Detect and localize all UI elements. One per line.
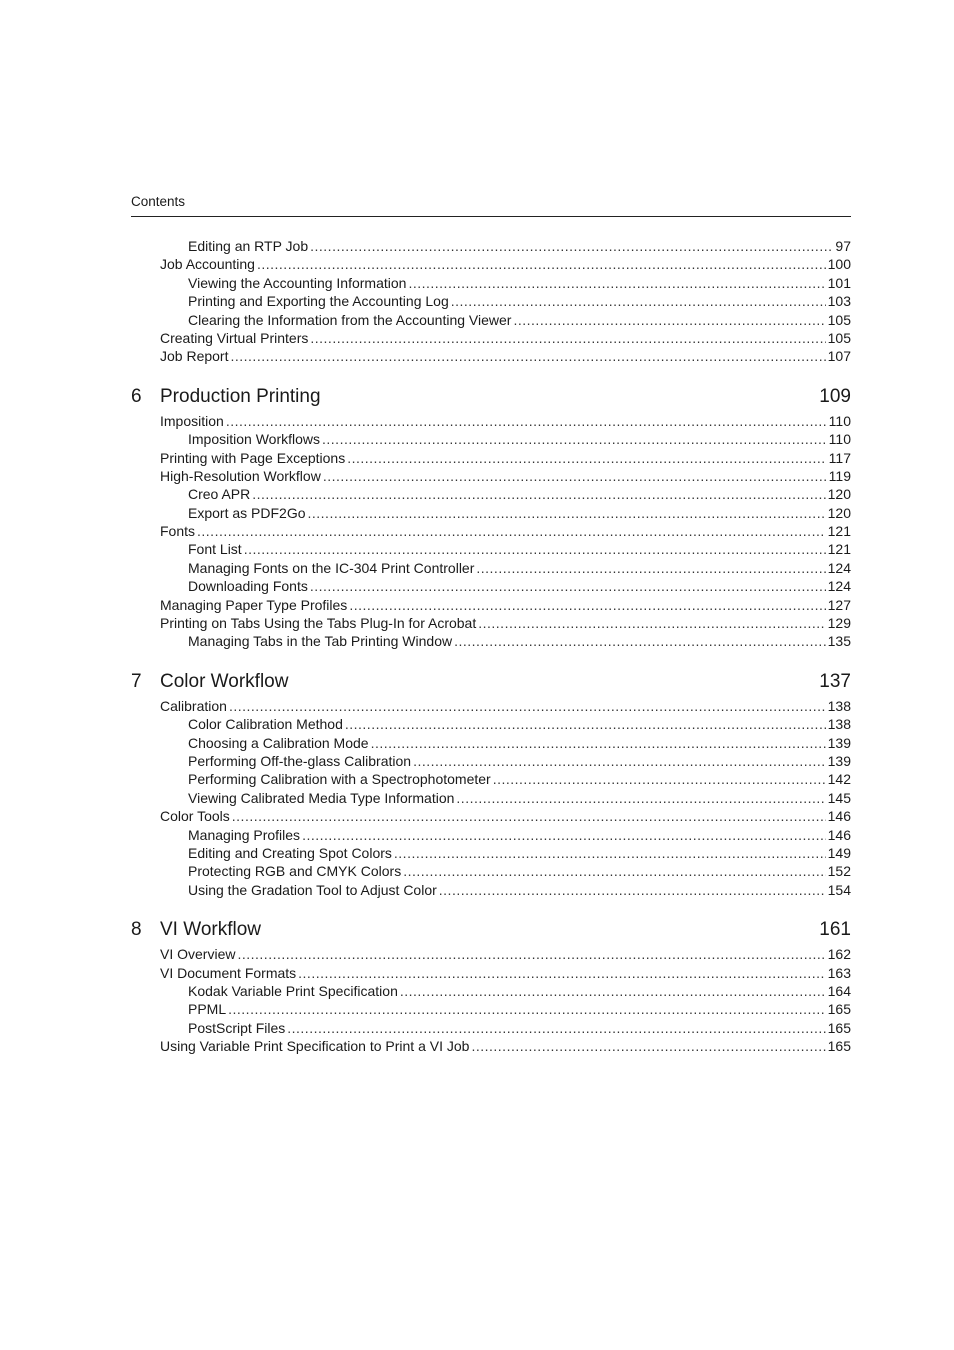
dot-leader <box>257 255 826 273</box>
toc-entry-title: Fonts <box>160 523 196 540</box>
toc-entry-title: Printing on Tabs Using the Tabs Plug-In for Acrobat <box>160 615 477 632</box>
toc-entry-page-number: 152 <box>827 863 851 880</box>
toc-entry-page-number: 120 <box>827 486 851 503</box>
dot-leader <box>197 522 826 540</box>
toc-entry[interactable] <box>131 945 851 963</box>
toc-entry-title: Downloading Fonts <box>188 578 308 595</box>
toc-entry-page-number: 120 <box>827 504 851 521</box>
chapter-page-number: 161 <box>819 919 851 941</box>
chapter-title: Color Workflow <box>160 670 289 692</box>
toc-entry[interactable] <box>131 614 851 632</box>
toc-section <box>131 668 851 899</box>
chapter-heading[interactable] <box>131 383 851 411</box>
chapter-heading[interactable] <box>131 916 851 944</box>
toc-entry-title: Creo APR <box>188 486 251 503</box>
dot-leader <box>403 862 825 880</box>
dot-leader <box>287 1019 825 1037</box>
dot-leader <box>237 945 825 963</box>
table-of-contents <box>131 237 851 1055</box>
toc-entry-title: Performing Off-the-glass Calibration <box>188 752 412 769</box>
dot-leader <box>308 504 826 522</box>
toc-entry[interactable] <box>131 632 851 650</box>
dot-leader <box>408 274 825 292</box>
toc-entry-title: Viewing Calibrated Media Type Information <box>188 789 455 806</box>
toc-entry-title: VI Document Formats <box>160 964 297 981</box>
chapter-title: VI Workflow <box>160 919 262 941</box>
dot-leader <box>349 596 825 614</box>
toc-entry-page-number: 142 <box>827 771 851 788</box>
dot-leader <box>310 577 826 595</box>
toc-entry-page-number: 165 <box>827 1019 851 1036</box>
toc-entry-title: Job Report <box>160 348 229 365</box>
toc-entry-title: Editing an RTP Job <box>188 238 309 254</box>
toc-entry-page-number: 162 <box>827 946 851 963</box>
toc-section <box>131 383 851 651</box>
toc-entry-title: Color Calibration Method <box>188 716 343 733</box>
toc-entry-page-number: 110 <box>828 412 851 429</box>
toc-entry-title: Managing Tabs in the Tab Printing Window <box>188 633 453 650</box>
toc-entry-page-number: 138 <box>827 716 851 733</box>
toc-entry-title: Creating Virtual Printers <box>160 329 309 346</box>
dot-leader <box>226 412 827 430</box>
toc-entry[interactable] <box>131 789 851 807</box>
toc-entry-title: Clearing the Information from the Accounting Viewer <box>188 311 512 328</box>
toc-entry-page-number: 119 <box>828 467 851 484</box>
dot-leader <box>298 964 825 982</box>
toc-entry-title: Calibration <box>160 697 227 714</box>
toc-entry-title: Managing Paper Type Profiles <box>160 596 348 613</box>
dot-leader <box>413 752 826 770</box>
toc-entry[interactable] <box>131 577 851 595</box>
toc-entry-page-number: 154 <box>827 881 851 898</box>
toc-entry-page-number: 105 <box>827 311 851 328</box>
chapter-page-number: 109 <box>819 385 851 407</box>
dot-leader <box>229 697 826 715</box>
toc-entry-page-number: 146 <box>827 808 851 825</box>
toc-entry-title: High-Resolution Workflow <box>160 467 321 484</box>
toc-entry-page-number: 139 <box>827 752 851 769</box>
running-head: Contents <box>131 194 186 209</box>
toc-section <box>131 237 851 366</box>
dot-leader <box>310 237 833 255</box>
toc-entry-page-number: 121 <box>827 541 851 558</box>
dot-leader <box>232 807 826 825</box>
toc-entry-page-number: 124 <box>827 559 851 576</box>
dot-leader <box>322 430 827 448</box>
dot-leader <box>228 1000 826 1018</box>
toc-entry-title: Performing Calibration with a Spectrophotometer <box>188 771 491 788</box>
toc-entry[interactable] <box>131 826 851 844</box>
toc-entry-title: Kodak Variable Print Specification <box>188 982 398 999</box>
toc-entry-title: Using Variable Print Specification to Print a VI Job <box>160 1038 470 1055</box>
toc-entry-page-number: 129 <box>827 615 851 632</box>
dot-leader <box>302 826 826 844</box>
toc-entry[interactable] <box>131 697 851 715</box>
chapter-number: 7 <box>131 670 142 692</box>
toc-entry[interactable] <box>131 862 851 880</box>
toc-entry[interactable] <box>131 292 851 310</box>
toc-entry-title: Job Accounting <box>160 256 255 273</box>
toc-entry[interactable] <box>131 1019 851 1037</box>
chapter-number: 6 <box>131 385 142 407</box>
toc-entry-page-number: 117 <box>828 449 851 466</box>
toc-entry-page-number: 101 <box>827 274 851 291</box>
toc-entry[interactable] <box>131 412 851 430</box>
toc-entry[interactable] <box>131 430 851 448</box>
dot-leader <box>451 292 826 310</box>
toc-entry-page-number: 163 <box>827 964 851 981</box>
toc-entry[interactable] <box>131 715 851 733</box>
toc-entry-title: Imposition Workflows <box>188 431 321 448</box>
chapter-heading[interactable] <box>131 668 851 696</box>
toc-entry-page-number: 165 <box>827 1001 851 1018</box>
toc-entry[interactable] <box>131 504 851 522</box>
toc-entry-page-number: 146 <box>827 826 851 843</box>
toc-entry-title: PostScript Files <box>188 1019 286 1036</box>
toc-section <box>131 916 851 1055</box>
toc-entry-page-number: 121 <box>827 523 851 540</box>
toc-entry[interactable] <box>131 982 851 1000</box>
toc-entry-page-number: 110 <box>828 431 851 448</box>
toc-entry[interactable] <box>131 311 851 329</box>
dot-leader <box>345 715 826 733</box>
toc-entry[interactable] <box>131 596 851 614</box>
header-rule <box>131 216 851 217</box>
dot-leader <box>454 632 826 650</box>
dot-leader <box>400 982 826 1000</box>
toc-entry-page-number: 139 <box>827 734 851 751</box>
toc-entry-page-number: 138 <box>827 697 851 714</box>
dot-leader <box>456 789 825 807</box>
dot-leader <box>230 347 825 365</box>
dot-leader <box>493 770 826 788</box>
chapter-title: Production Printing <box>160 385 321 407</box>
toc-entry-page-number: 100 <box>827 256 851 273</box>
dot-leader <box>244 540 826 558</box>
toc-entry-title: Printing and Exporting the Accounting Log <box>188 293 449 310</box>
toc-entry[interactable] <box>131 467 851 485</box>
toc-entry[interactable] <box>131 255 851 273</box>
dot-leader <box>310 329 825 347</box>
chapter-page-number: 137 <box>819 670 851 692</box>
toc-entry[interactable] <box>131 734 851 752</box>
toc-entry[interactable] <box>131 752 851 770</box>
toc-entry[interactable] <box>131 522 851 540</box>
toc-entry-title: Printing with Page Exceptions <box>160 449 346 466</box>
toc-entry-title: Imposition <box>160 412 224 429</box>
toc-entry[interactable] <box>131 274 851 292</box>
toc-entry[interactable] <box>131 881 851 899</box>
toc-entry-page-number: 127 <box>827 596 851 613</box>
toc-entry-title: VI Overview <box>160 946 236 963</box>
toc-entry-page-number: 145 <box>827 789 851 806</box>
dot-leader <box>476 559 825 577</box>
toc-entry-title: Color Tools <box>160 808 230 825</box>
toc-entry[interactable] <box>131 540 851 558</box>
toc-entry-title: Viewing the Accounting Information <box>188 274 407 291</box>
toc-entry-title: Export as PDF2Go <box>188 504 306 521</box>
dot-leader <box>439 881 826 899</box>
chapter-number: 8 <box>131 919 142 941</box>
toc-entry[interactable] <box>131 807 851 825</box>
toc-entry[interactable] <box>131 347 851 365</box>
toc-entry-title: Managing Profiles <box>188 826 301 843</box>
dot-leader <box>252 485 825 503</box>
toc-entry[interactable] <box>131 844 851 862</box>
toc-entry[interactable] <box>131 485 851 503</box>
toc-entry[interactable] <box>131 449 851 467</box>
toc-entry-title: PPML <box>188 1001 227 1018</box>
toc-entry[interactable] <box>131 237 851 255</box>
toc-entry-page-number: 149 <box>827 844 851 861</box>
toc-entry-title: Font List <box>188 541 242 558</box>
toc-entry-page-number: 164 <box>827 982 851 999</box>
dot-leader <box>513 311 825 329</box>
toc-entry[interactable] <box>131 329 851 347</box>
toc-entry[interactable] <box>131 1000 851 1018</box>
toc-entry-title: Managing Fonts on the IC-304 Print Controller <box>188 559 475 576</box>
dot-leader <box>478 614 825 632</box>
toc-entry[interactable] <box>131 964 851 982</box>
toc-entry-title: Editing and Creating Spot Colors <box>188 844 392 861</box>
toc-entry[interactable] <box>131 559 851 577</box>
toc-entry-page-number: 107 <box>827 348 851 365</box>
toc-entry-page-number: 135 <box>827 633 851 650</box>
toc-entry-page-number: 97 <box>835 238 851 254</box>
toc-entry[interactable] <box>131 1037 851 1055</box>
toc-entry-title: Using the Gradation Tool to Adjust Color <box>188 881 437 898</box>
toc-entry-page-number: 103 <box>827 293 851 310</box>
dot-leader <box>471 1037 825 1055</box>
dot-leader <box>347 449 826 467</box>
toc-entry-page-number: 124 <box>827 578 851 595</box>
dot-leader <box>371 734 826 752</box>
dot-leader <box>394 844 826 862</box>
dot-leader <box>323 467 827 485</box>
toc-entry[interactable] <box>131 770 851 788</box>
toc-entry-title: Protecting RGB and CMYK Colors <box>188 863 402 880</box>
toc-entry-page-number: 165 <box>827 1038 851 1055</box>
toc-entry-title: Choosing a Calibration Mode <box>188 734 369 751</box>
toc-entry-page-number: 105 <box>827 329 851 346</box>
